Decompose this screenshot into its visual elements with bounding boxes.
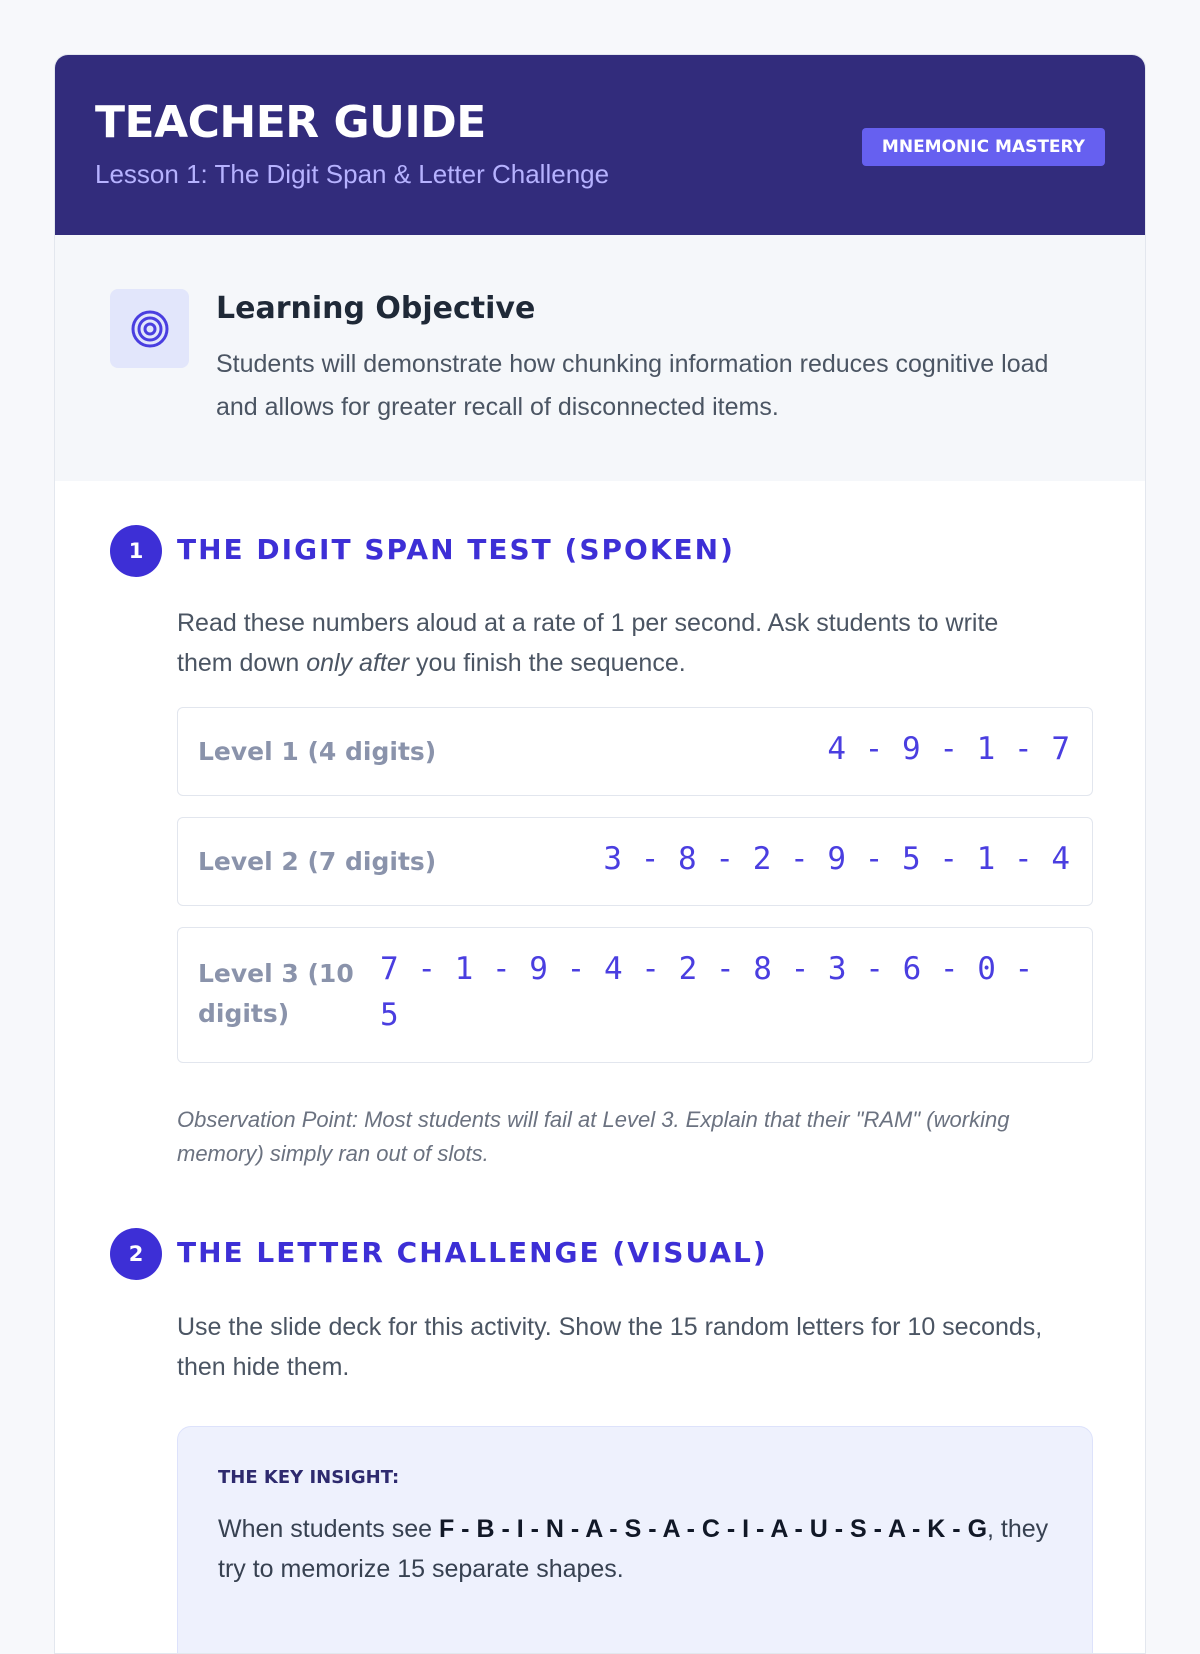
topic-badge: MNEMONIC MASTERY (862, 128, 1105, 166)
page-title: TEACHER GUIDE (95, 97, 486, 148)
header (55, 55, 1145, 235)
step-2-instructions: Use the slide deck for this activity. Show the 15 random letters for 10 seconds, then hide them. (177, 1313, 1043, 1381)
digit-level-3 (177, 927, 1093, 1063)
level-sequence: 7 - 1 - 9 - 4 - 2 - 8 - 3 - 6 - 0 - 5 (380, 951, 1034, 1033)
teacher-guide-card (54, 54, 1146, 1654)
level-label: Level 1 (4 digits) (198, 737, 437, 766)
step-1-number: 1 (110, 525, 162, 577)
step-2-number: 2 (110, 1228, 162, 1280)
insight-label: THE KEY INSIGHT: (218, 1467, 400, 1488)
digit-level-2 (177, 817, 1093, 906)
level-sequence: 4 - 9 - 1 - 7 (827, 731, 1070, 767)
key-insight-box (177, 1426, 1093, 1654)
step-1-title: THE DIGIT SPAN TEST (SPOKEN) (177, 533, 735, 566)
page-subtitle: Lesson 1: The Digit Span & Letter Challenge (95, 159, 610, 189)
step-1-instructions: Read these numbers aloud at a rate of 1 per second. Ask students to write them down only after you finish the sequence. (177, 609, 999, 677)
learning-objective-panel (55, 235, 1145, 481)
level-label: Level 3 (10 digits) (198, 959, 354, 1028)
level-label: Level 2 (7 digits) (198, 847, 437, 876)
objective-title: Learning Objective (216, 291, 536, 326)
target-icon (110, 289, 189, 368)
step-2-title: THE LETTER CHALLENGE (VISUAL) (177, 1236, 768, 1269)
digit-level-1 (177, 707, 1093, 796)
insight-text: When students see F - B - I - N - A - S - A - C - I - A - U - S - A - K - G, they try to memorize 15 separate shapes. (218, 1515, 1049, 1583)
objective-text: Students will demonstrate how chunking information reduces cognitive load and allows for greater recall of disconnected items. (216, 350, 1049, 421)
observation-note: Observation Point: Most students will fail at Level 3. Explain that their "RAM" (working memory) simply ran out of slots. (177, 1107, 1010, 1166)
level-sequence: 3 - 8 - 2 - 9 - 5 - 1 - 4 (603, 841, 1070, 877)
